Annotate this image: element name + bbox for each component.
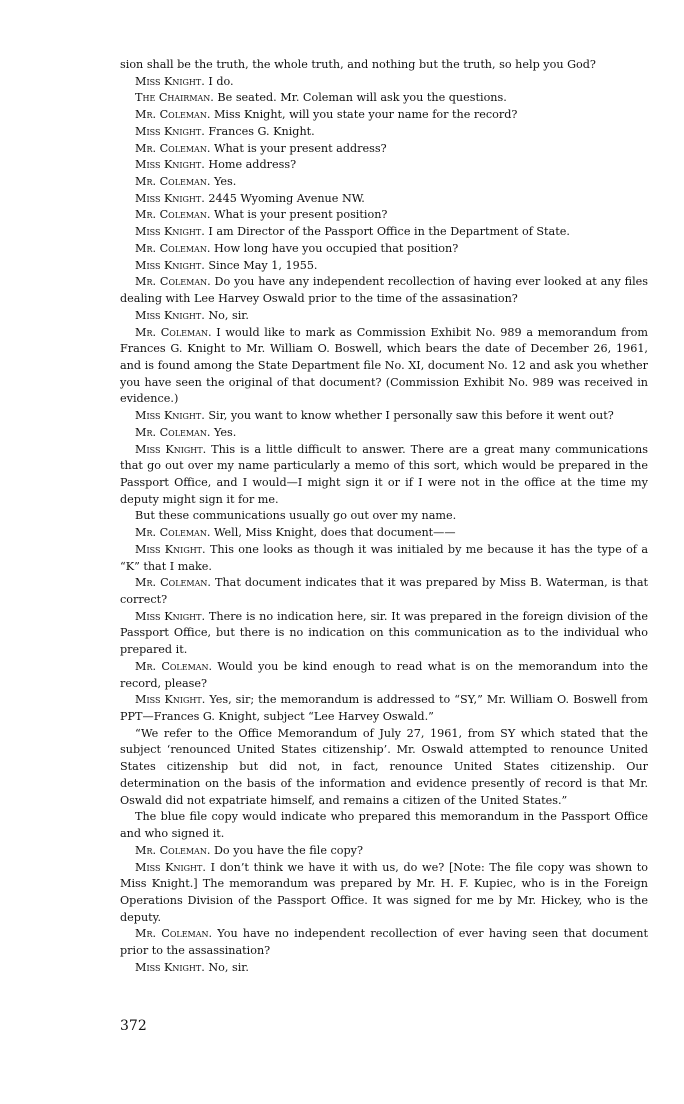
paragraph-text: Yes. [213,175,237,189]
speaker-name: Miss Knight. [135,74,205,88]
speaker-name: Miss Knight. [135,124,205,138]
speaker-name: Miss Knight. [135,191,205,205]
paragraph-text: I would like to mark as Commission Exhibit No. 989 a memorandum from Frances G. Knight to Mr. William O. Boswell, which bears the date of December 26, 1961, and is found among the State Department file No. XI, document No. 12 and ask you whether you have seen the original of that document? (Commission Exhibit No. 989 was received in evidence.) [120,325,648,406]
testimony-paragraph [120,207,648,224]
testimony-paragraph [120,274,648,307]
speaker-name: Miss Knight. [135,693,206,707]
paragraph-text: The blue file copy would indicate who prepared this memorandum in the Passport Office and who signed it. [120,810,648,841]
document-body [120,57,648,977]
paragraph-text: Would you be kind enough to read what is on the memorandum into the record, please? [120,659,648,690]
paragraph-text: What is your present position? [213,208,388,222]
paragraph-text: I am Director of the Passport Office in the Department of State. [208,225,570,239]
testimony-paragraph [120,525,648,542]
paragraph-text: Be seated. Mr. Coleman will ask you the questions. [217,91,507,105]
paragraph-text: I don’t think we have it with us, do we? [Note: The file copy was shown to Miss Knight.] The memorandum was prepared by Mr. H. F. Kupiec, who is in the Foreign Operations Division of the Passport Office. It was signed for me by Mr. Hickey, who is the deputy. [120,860,648,924]
paragraph-text: But these communications usually go out over my name. [135,509,457,523]
speaker-name: Miss Knight. [135,609,206,623]
page-number: 372 [120,1018,147,1034]
testimony-paragraph [120,57,648,74]
paragraph-text: Since May 1, 1955. [208,258,318,272]
paragraph-text: This is a little difficult to answer. There are a great many communications that go out over my name particularly a memo of this sort, which would be prepared in the Passport Office, and I would—I might sign it or if I were not in the office at the time my deputy might sign it for me. [120,442,648,506]
paragraph-text: How long have you occupied that position? [213,241,459,255]
testimony-paragraph [120,726,648,810]
paragraph-text: This one looks as though it was initialed by me because it has the type of a “K” that I make. [120,542,648,573]
testimony-paragraph [120,508,648,525]
paragraph-text: What is your present address? [213,141,387,155]
speaker-name: The Chairman. [135,91,214,105]
testimony-paragraph [120,609,648,659]
testimony-paragraph [120,442,648,509]
paragraph-text: Well, Miss Knight, does that document—— [213,526,456,540]
speaker-name: Mr. Coleman. [135,843,211,857]
testimony-paragraph [120,809,648,842]
paragraph-text: Do you have the file copy? [213,843,363,857]
speaker-name: Mr. Coleman. [135,927,213,941]
testimony-paragraph [120,425,648,442]
testimony-paragraph [120,124,648,141]
speaker-name: Mr. Coleman. [135,208,211,222]
paragraph-text: Miss Knight, will you state your name for the record? [213,108,518,122]
paragraph-text: There is no indication here, sir. It was prepared in the foreign division of the Passport Office, but there is no indication on this communication as to the individual who prepared it. [120,609,648,657]
paragraph-text: 2445 Wyoming Avenue NW. [208,191,365,205]
testimony-paragraph [120,926,648,959]
speaker-name: Mr. Coleman. [135,275,211,289]
testimony-paragraph [120,308,648,325]
paragraph-text: That document indicates that it was prepared by Miss B. Waterman, is that correct? [120,576,648,606]
testimony-paragraph [120,90,648,107]
paragraph-text: Home address? [208,158,297,172]
speaker-name: Mr. Coleman. [135,576,211,590]
speaker-name: Mr. Coleman. [135,175,211,189]
speaker-name: Miss Knight. [135,225,205,239]
testimony-paragraph [120,843,648,860]
testimony-paragraph [120,241,648,258]
speaker-name: Mr. Coleman. [135,659,213,673]
speaker-name: Miss Knight. [135,258,205,272]
speaker-name: Mr. Coleman. [135,141,211,155]
paragraph-text: No, sir. [208,960,249,974]
speaker-name: Miss Knight. [135,960,205,974]
speaker-name: Mr. Coleman. [135,425,211,439]
testimony-paragraph [120,74,648,91]
paragraph-text: Yes. [213,425,237,439]
testimony-paragraph [120,860,648,927]
speaker-name: Mr. Coleman. [135,526,211,540]
testimony-paragraph [120,325,648,409]
speaker-name: Miss Knight. [135,860,206,874]
testimony-paragraph [120,157,648,174]
testimony-paragraph [120,659,648,692]
testimony-paragraph [120,141,648,158]
paragraph-text: You have no independent recollection of ever having seen that document prior to the assassination? [120,927,649,958]
testimony-paragraph [120,960,648,977]
testimony-paragraph [120,575,648,608]
paragraph-text: Yes, sir; the memorandum is addressed to “SY,” Mr. William O. Boswell from PPT—Frances G. Knight, subject “Lee Harvey Oswald.” [120,693,648,724]
testimony-paragraph [120,107,648,124]
testimony-paragraph [120,408,648,425]
testimony-paragraph [120,542,648,575]
paragraph-text: Sir, you want to know whether I personally saw this before it went out? [208,409,614,423]
paragraph-text: “We refer to the Office Memorandum of July 27, 1961, from SY which stated that the subject ‘renounced United States citizenship’. Mr. Oswald attempted to renounce United States citizenship but did not, in fact, renounce United States citizenship. Our determination on the basis of the information and evidence presently of record is that Mr. Oswald did not expatriate himself, and remains a citizen of the United States.” [120,726,648,807]
speaker-name: Miss Knight. [135,158,205,172]
paragraph-text: No, sir. [208,308,249,322]
testimony-paragraph [120,174,648,191]
speaker-name: Miss Knight. [135,442,207,456]
speaker-name: Mr. Coleman. [135,108,211,122]
speaker-name: Miss Knight. [135,409,205,423]
paragraph-text: Do you have any independent recollection of having ever looked at any files dealing with Lee Harvey Oswald prior to the time of the assasination? [120,275,649,306]
speaker-name: Miss Knight. [135,308,205,322]
speaker-name: Mr. Coleman. [135,241,211,255]
paragraph-text: sion shall be the truth, the whole truth, and nothing but the truth, so help you God? [120,58,596,71]
paragraph-text: I do. [208,74,234,88]
testimony-paragraph [120,191,648,208]
testimony-paragraph [120,692,648,725]
speaker-name: Miss Knight. [135,542,206,556]
speaker-name: Mr. Coleman. [135,325,212,339]
paragraph-text: Frances G. Knight. [208,124,315,138]
testimony-paragraph [120,224,648,241]
testimony-paragraph [120,258,648,275]
